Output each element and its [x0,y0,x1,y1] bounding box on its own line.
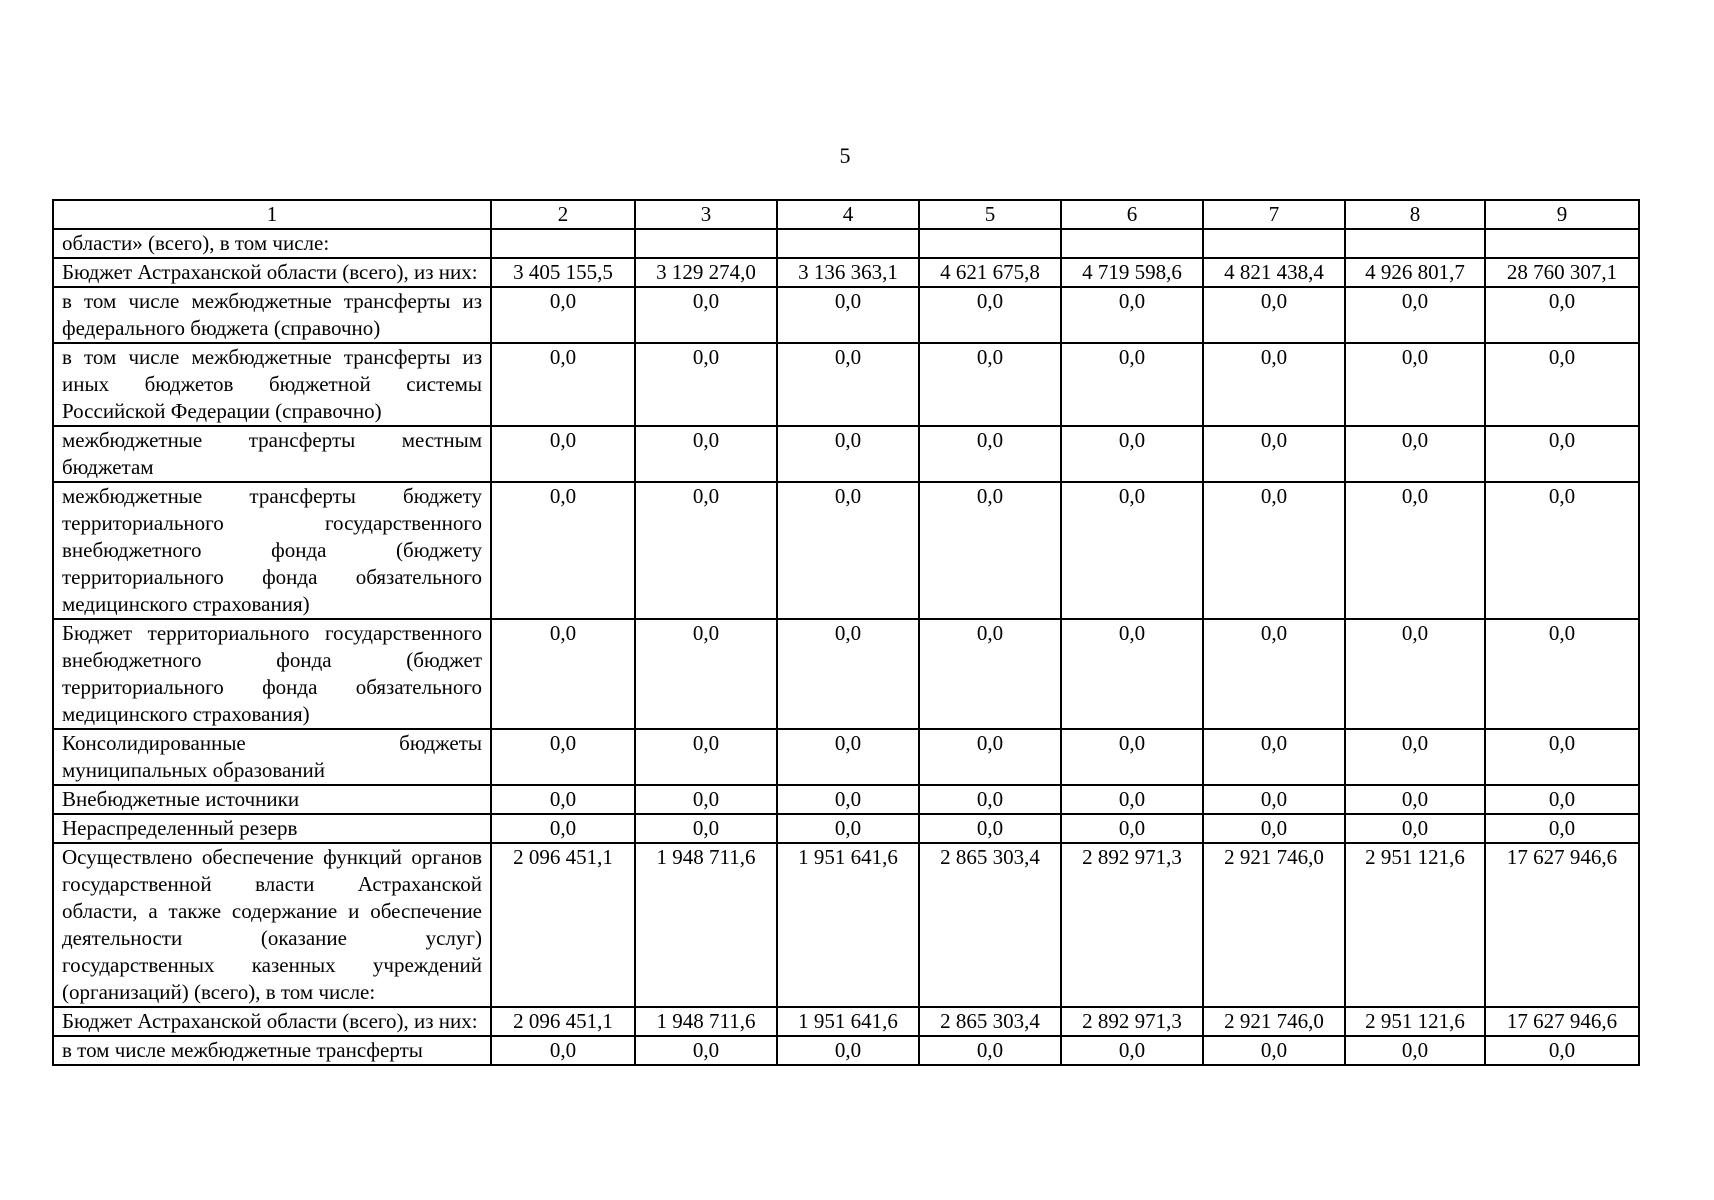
column-header: 5 [919,200,1061,229]
cell-value: 1 951 641,6 [777,1007,919,1036]
column-header: 6 [1061,200,1203,229]
cell-value: 0,0 [1345,1036,1485,1065]
cell-value: 1 948 711,6 [635,1007,777,1036]
cell-value: 0,0 [491,814,635,843]
cell-value: 0,0 [1061,619,1203,729]
cell-value: 0,0 [491,729,635,785]
cell-value: 0,0 [1061,287,1203,343]
cell-value: 0,0 [1485,1036,1639,1065]
cell-value: 0,0 [1061,426,1203,482]
cell-value: 0,0 [1485,343,1639,426]
cell-value: 0,0 [491,482,635,619]
cell-value: 2 951 121,6 [1345,843,1485,1007]
cell-value: 0,0 [919,619,1061,729]
cell-value: 0,0 [1485,482,1639,619]
page-number: 5 [839,143,851,168]
cell-value: 0,0 [635,343,777,426]
cell-value: 2 921 746,0 [1203,1007,1345,1036]
table-row [53,229,1639,258]
cell-value: 0,0 [777,1036,919,1065]
cell-value: 0,0 [1345,482,1485,619]
cell-value: 0,0 [919,343,1061,426]
cell-value: 0,0 [919,785,1061,814]
cell-value: 0,0 [1203,785,1345,814]
cell-value: 0,0 [1203,729,1345,785]
table-row [53,1007,1639,1036]
table-row [53,258,1639,287]
table-row [53,426,1639,482]
row-label: Внебюджетные источники [53,785,491,814]
table-row [53,785,1639,814]
cell-value: 0,0 [1061,785,1203,814]
cell-value: 0,0 [1345,619,1485,729]
cell-value: 0,0 [491,785,635,814]
table-row [53,482,1639,619]
cell-value: 0,0 [635,619,777,729]
row-label: Нераспределенный резерв [53,814,491,843]
cell-value: 0,0 [1485,785,1639,814]
cell-value: 0,0 [635,1036,777,1065]
table-row [53,843,1639,1007]
table-header-row [53,200,1639,229]
cell-value: 4 621 675,8 [919,258,1061,287]
cell-value: 0,0 [919,287,1061,343]
cell-value: 0,0 [491,1036,635,1065]
cell-value: 0,0 [1203,1036,1345,1065]
row-label: Бюджет Астраханской области (всего), из них: [53,1007,491,1036]
row-label: Бюджет территориального государственного внебюджетного фонда (бюджет территориального фонда обязательного медицинского страхования) [53,619,491,729]
row-label: Осуществлено обеспечение функций органов государственной власти Астраханской области, а также содержание и обеспечение деятельности (оказание услуг) государственных казенных учреждений (организаций) (всего), в том числе: [53,843,491,1007]
cell-value: 0,0 [1061,1036,1203,1065]
cell-value: 0,0 [1345,785,1485,814]
table-row [53,1036,1639,1065]
cell-value: 0,0 [1485,814,1639,843]
cell-value: 0,0 [919,1036,1061,1065]
cell-value: 28 760 307,1 [1485,258,1639,287]
cell-value: 2 892 971,3 [1061,1007,1203,1036]
cell-value: 0,0 [777,426,919,482]
cell-value: 0,0 [1203,343,1345,426]
table-row [53,287,1639,343]
cell-value [777,229,919,258]
cell-value: 3 136 363,1 [777,258,919,287]
cell-value: 0,0 [919,482,1061,619]
cell-value: 2 865 303,4 [919,1007,1061,1036]
cell-value: 0,0 [491,426,635,482]
cell-value: 0,0 [635,785,777,814]
cell-value [1345,229,1485,258]
cell-value: 0,0 [1345,343,1485,426]
cell-value: 0,0 [635,814,777,843]
table-row [53,814,1639,843]
cell-value: 0,0 [1485,619,1639,729]
cell-value: 4 821 438,4 [1203,258,1345,287]
cell-value [491,229,635,258]
cell-value [1485,229,1639,258]
cell-value: 4 926 801,7 [1345,258,1485,287]
cell-value: 0,0 [1061,343,1203,426]
column-header: 8 [1345,200,1485,229]
cell-value: 0,0 [777,729,919,785]
column-header: 7 [1203,200,1345,229]
cell-value: 0,0 [1485,287,1639,343]
cell-value: 0,0 [1061,814,1203,843]
cell-value: 1 948 711,6 [635,843,777,1007]
cell-value: 0,0 [635,482,777,619]
column-header: 4 [777,200,919,229]
cell-value [635,229,777,258]
row-label: межбюджетные трансферты местным бюджетам [53,426,491,482]
cell-value: 0,0 [919,814,1061,843]
cell-value: 0,0 [1485,426,1639,482]
column-header: 2 [491,200,635,229]
budget-table-container [52,199,1638,1066]
row-label: в том числе межбюджетные трансферты из иных бюджетов бюджетной системы Российской Федерации (справочно) [53,343,491,426]
cell-value: 0,0 [1485,729,1639,785]
cell-value: 0,0 [1061,482,1203,619]
cell-value: 0,0 [1345,426,1485,482]
row-label: Бюджет Астраханской области (всего), из них: [53,258,491,287]
cell-value: 0,0 [919,426,1061,482]
cell-value: 0,0 [491,619,635,729]
row-label: области» (всего), в том числе: [53,229,491,258]
cell-value: 0,0 [491,287,635,343]
cell-value: 2 892 971,3 [1061,843,1203,1007]
cell-value: 0,0 [777,343,919,426]
cell-value: 4 719 598,6 [1061,258,1203,287]
row-label: Консолидированные бюджеты муниципальных образований [53,729,491,785]
cell-value: 0,0 [1345,814,1485,843]
cell-value: 0,0 [635,729,777,785]
row-label: в том числе межбюджетные трансферты [53,1036,491,1065]
cell-value: 0,0 [491,343,635,426]
cell-value [919,229,1061,258]
cell-value [1203,229,1345,258]
cell-value: 0,0 [777,619,919,729]
cell-value: 0,0 [1203,619,1345,729]
cell-value: 0,0 [635,287,777,343]
table-row [53,343,1639,426]
cell-value: 0,0 [1345,729,1485,785]
cell-value: 2 951 121,6 [1345,1007,1485,1036]
cell-value: 17 627 946,6 [1485,1007,1639,1036]
cell-value: 0,0 [1203,426,1345,482]
table-row [53,729,1639,785]
column-header: 1 [53,200,491,229]
cell-value: 0,0 [635,426,777,482]
cell-value: 0,0 [1203,814,1345,843]
cell-value: 0,0 [1061,729,1203,785]
cell-value: 17 627 946,6 [1485,843,1639,1007]
cell-value: 0,0 [777,482,919,619]
cell-value: 0,0 [1345,287,1485,343]
table-row [53,619,1639,729]
cell-value: 0,0 [1203,482,1345,619]
row-label: межбюджетные трансферты бюджету территориального государственного внебюджетного фонда (бюджету территориального фонда обязательного медицинского страхования) [53,482,491,619]
column-header: 9 [1485,200,1639,229]
cell-value: 1 951 641,6 [777,843,919,1007]
cell-value: 0,0 [777,785,919,814]
cell-value: 2 921 746,0 [1203,843,1345,1007]
table-body [53,200,1639,1065]
row-label: в том числе межбюджетные трансферты из федерального бюджета (справочно) [53,287,491,343]
cell-value: 0,0 [777,814,919,843]
budget-table [52,199,1640,1066]
cell-value: 3 129 274,0 [635,258,777,287]
cell-value: 3 405 155,5 [491,258,635,287]
cell-value: 0,0 [1203,287,1345,343]
column-header: 3 [635,200,777,229]
cell-value: 2 096 451,1 [491,843,635,1007]
cell-value: 2 096 451,1 [491,1007,635,1036]
cell-value: 0,0 [777,287,919,343]
cell-value: 2 865 303,4 [919,843,1061,1007]
cell-value [1061,229,1203,258]
cell-value: 0,0 [919,729,1061,785]
